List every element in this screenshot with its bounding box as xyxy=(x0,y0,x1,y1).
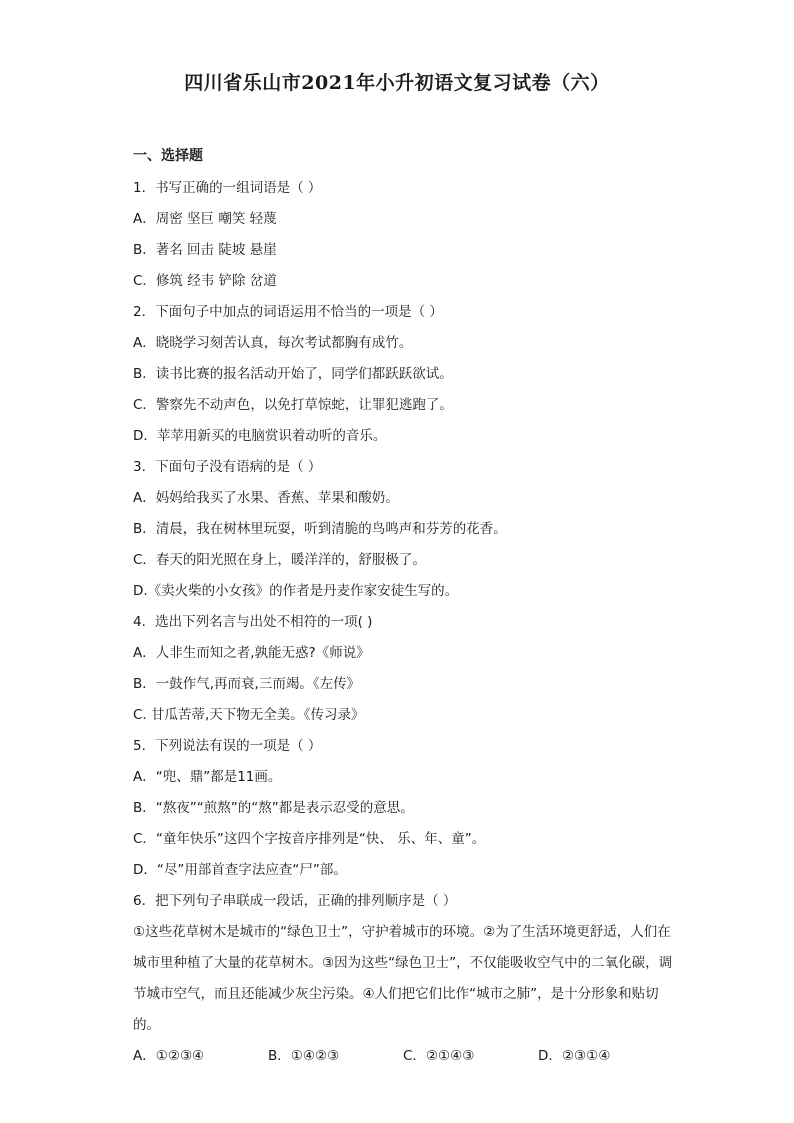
option-b: B．读书比赛的报名活动开始了，同学们都跃跃欲试。 xyxy=(133,366,453,382)
option-c: C．警察先不动声色，以免打草惊蛇，让罪犯逃跑了。 xyxy=(133,397,453,413)
question-4 xyxy=(133,607,673,731)
option-c: C．“童年快乐”这四个字按音序排列是“快、 乐、年、童”。 xyxy=(133,831,486,847)
option-c: C. 甘瓜苦蒂,天下物无全美。《传习录》 xyxy=(133,707,365,723)
option-row xyxy=(133,1041,673,1072)
option-d: D．苹苹用新买的电脑赏识着动听的音乐。 xyxy=(133,428,387,444)
question-stem: 3．下面句子没有语病的是（ ） xyxy=(133,459,322,475)
section-heading: 一、选择题 xyxy=(133,148,203,164)
question-stem: 5．下列说法有误的一项是（ ） xyxy=(133,738,322,754)
option-b: B．清晨，我在树林里玩耍，听到清脆的鸟鸣声和芬芳的花香。 xyxy=(133,521,507,537)
option-b: B．“熬夜”“煎熬”的“熬”都是表示忍受的意思。 xyxy=(133,800,414,816)
question-5 xyxy=(133,731,673,886)
option-b: B．一鼓作气,再而衰,三而竭。《左传》 xyxy=(133,676,361,692)
question-6 xyxy=(133,886,673,1072)
option-b: B．著名 回击 陡坡 悬崖 xyxy=(133,242,277,258)
option-d: D．②③①④ xyxy=(538,1048,611,1064)
option-a: A．周密 坚巨 嘲笑 轻蔑 xyxy=(133,211,277,227)
option-a: A．妈妈给我买了水果、香蕉、苹果和酸奶。 xyxy=(133,490,399,506)
question-stem: 6．把下列句子串联成一段话，正确的排列顺序是（ ） xyxy=(133,893,457,909)
question-stem: 2．下面句子中加点的词语运用不恰当的一项是（ ） xyxy=(133,304,443,320)
option-c: C．春天的阳光照在身上，暖洋洋的，舒服极了。 xyxy=(133,552,426,568)
option-d: D．“尽”用部首查字法应查“尸”部。 xyxy=(133,862,347,878)
question-3 xyxy=(133,452,673,607)
option-c: C．②①④③ xyxy=(403,1048,475,1064)
question-1 xyxy=(133,173,673,297)
question-stem: 1．书写正确的一组词语是（ ） xyxy=(133,180,322,196)
question-passage: ①这些花草树木是城市的“绿色卫士”，守护着城市的环境。②为了生活环境更舒适，人们在城市里种植了大量的花草树木。③因为这些“绿色卫士”，不仅能吸收空气中的二氧化碳，调节城市空气，而且还能减少灰尘污染。④人们把它们比作“城市之肺”，是十分形象和贴切的。 xyxy=(133,924,673,1033)
option-d: D.《卖火柴的小女孩》的作者是丹麦作家安徒生写的。 xyxy=(133,583,459,599)
option-c: C．修筑 经韦 铲除 岔道 xyxy=(133,273,277,289)
option-a: A．晓晓学习刻苦认真，每次考试都胸有成竹。 xyxy=(133,335,413,351)
page-title: 四川省乐山市2021年小升初语文复习试卷（六） xyxy=(184,72,610,94)
option-a: A．①②③④ xyxy=(133,1048,205,1064)
option-a: A．“兜、鼎”都是11画。 xyxy=(133,769,282,785)
option-b: B．①④②③ xyxy=(268,1048,340,1064)
option-a: A．人非生而知之者,孰能无惑?《师说》 xyxy=(133,645,370,661)
question-2 xyxy=(133,297,673,452)
question-stem: 4．选出下列名言与出处不相符的一项( ) xyxy=(133,614,373,630)
exam-content xyxy=(133,145,673,1072)
